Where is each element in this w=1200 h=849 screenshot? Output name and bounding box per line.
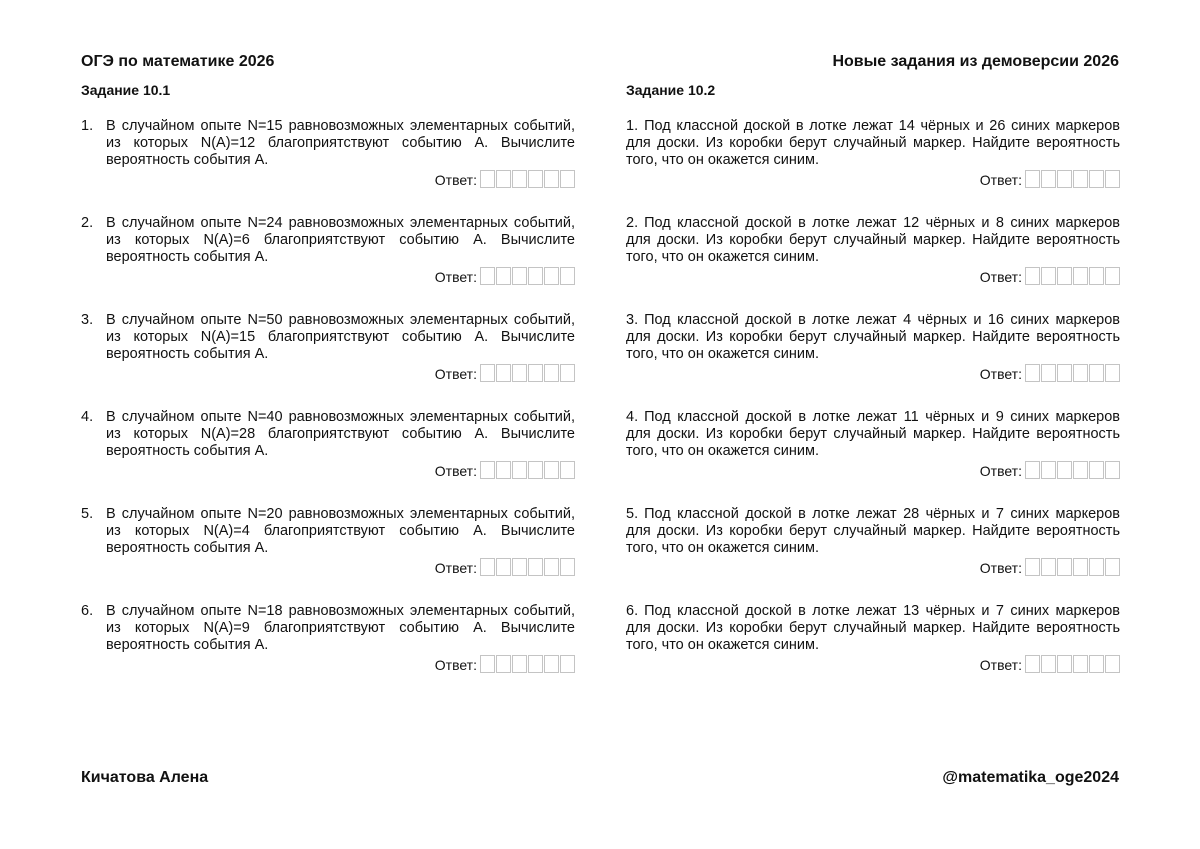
answer-label: Ответ: — [979, 269, 1022, 285]
answer-row — [980, 655, 1120, 673]
answer-box[interactable] — [496, 655, 511, 673]
answer-box[interactable] — [480, 170, 495, 188]
answer-box[interactable] — [560, 267, 575, 285]
answer-box[interactable] — [1105, 558, 1120, 576]
answer-label: Ответ: — [434, 172, 477, 188]
answer-box[interactable] — [544, 558, 559, 576]
problem-text — [626, 118, 1120, 169]
answer-box[interactable] — [1025, 170, 1040, 188]
answer-box[interactable] — [480, 267, 495, 285]
answer-box[interactable] — [544, 655, 559, 673]
answer-box[interactable] — [1057, 170, 1072, 188]
problem-text — [626, 409, 1120, 460]
answer-box[interactable] — [1089, 558, 1104, 576]
answer-row — [435, 558, 575, 576]
answer-box[interactable] — [1073, 655, 1088, 673]
answer-row — [980, 364, 1120, 382]
problem-item — [626, 215, 1120, 312]
answer-box[interactable] — [1073, 170, 1088, 188]
answer-boxes[interactable] — [479, 461, 575, 479]
answer-row — [435, 364, 575, 382]
problem-text — [626, 312, 1120, 363]
answer-box[interactable] — [1041, 655, 1056, 673]
problem-statement: В случайном опыте N=18 равновозможных элементарных событий, из которых N(A)=9 благоприятствуют событию A. Вычислите вероятность события A. — [106, 603, 575, 653]
answer-box[interactable] — [512, 267, 527, 285]
answer-boxes[interactable] — [1024, 170, 1120, 188]
problem-statement: Под классной доской в лотке лежат 4 чёрных и 16 синих маркеров для доски. Из коробки берут случайный маркер. Найдите вероятность того, что он окажется синим. — [626, 312, 1120, 362]
problem-statement: В случайном опыте N=50 равновозможных элементарных событий, из которых N(A)=15 благоприятствуют событию A. Вычислите вероятность события A. — [106, 312, 575, 362]
answer-box[interactable] — [1073, 461, 1088, 479]
problem-statement: Под классной доской в лотке лежат 13 чёрных и 7 синих маркеров для доски. Из коробки берут случайный маркер. Найдите вероятность того, что он окажется синим. — [626, 603, 1120, 653]
answer-label: Ответ: — [979, 657, 1022, 673]
answer-box[interactable] — [560, 558, 575, 576]
problem-text — [81, 312, 575, 363]
author-name: Кичатова Алена — [81, 769, 209, 786]
problem-statement: Под классной доской в лотке лежат 12 чёрных и 8 синих маркеров для доски. Из коробки берут случайный маркер. Найдите вероятность того, что он окажется синим. — [626, 215, 1120, 265]
answer-box[interactable] — [544, 170, 559, 188]
answer-box[interactable] — [480, 655, 495, 673]
problem-text — [81, 215, 575, 266]
problem-item — [81, 603, 575, 700]
answer-box[interactable] — [528, 461, 543, 479]
answer-box[interactable] — [512, 364, 527, 382]
problem-item — [81, 409, 575, 506]
page-header-title: ОГЭ по математике 2026 — [81, 53, 275, 70]
answer-label: Ответ: — [434, 560, 477, 576]
problem-item — [81, 215, 575, 312]
answer-box[interactable] — [1025, 267, 1040, 285]
answer-box[interactable] — [1105, 461, 1120, 479]
answer-box[interactable] — [496, 364, 511, 382]
problem-list — [81, 118, 575, 700]
problem-text — [626, 506, 1120, 557]
problem-number: 3. — [81, 312, 94, 328]
problem-item — [626, 603, 1120, 700]
answer-label: Ответ: — [434, 366, 477, 382]
answer-box[interactable] — [512, 461, 527, 479]
answer-box[interactable] — [1089, 267, 1104, 285]
answer-box[interactable] — [1025, 655, 1040, 673]
answer-row — [435, 655, 575, 673]
answer-box[interactable] — [528, 170, 543, 188]
answer-boxes[interactable] — [1024, 655, 1120, 673]
answer-box[interactable] — [1089, 461, 1104, 479]
answer-box[interactable] — [544, 461, 559, 479]
answer-box[interactable] — [1057, 267, 1072, 285]
answer-box[interactable] — [1057, 558, 1072, 576]
answer-label: Ответ: — [979, 463, 1022, 479]
problem-statement: Под классной доской в лотке лежат 11 чёрных и 9 синих маркеров для доски. Из коробки берут случайный маркер. Найдите вероятность того, что он окажется синим. — [626, 409, 1120, 459]
problem-statement: В случайном опыте N=40 равновозможных элементарных событий, из которых N(A)=28 благоприятствуют событию A. Вычислите вероятность события A. — [106, 409, 575, 459]
answer-box[interactable] — [1025, 364, 1040, 382]
answer-box[interactable] — [1105, 364, 1120, 382]
task-title: Задание 10.2 — [626, 82, 716, 98]
answer-box[interactable] — [1057, 461, 1072, 479]
answer-box[interactable] — [512, 170, 527, 188]
answer-box[interactable] — [480, 461, 495, 479]
answer-box[interactable] — [1041, 170, 1056, 188]
answer-box[interactable] — [512, 655, 527, 673]
task-title: Задание 10.1 — [81, 82, 171, 98]
answer-boxes[interactable] — [1024, 364, 1120, 382]
problem-item — [626, 312, 1120, 409]
problem-number: 2. — [626, 215, 639, 231]
answer-boxes[interactable] — [479, 655, 575, 673]
answer-box[interactable] — [544, 364, 559, 382]
problem-text — [81, 409, 575, 460]
problem-item — [626, 506, 1120, 603]
answer-box[interactable] — [528, 655, 543, 673]
answer-box[interactable] — [1073, 558, 1088, 576]
answer-label: Ответ: — [979, 366, 1022, 382]
answer-box[interactable] — [480, 558, 495, 576]
task-column-10-1 — [81, 81, 575, 700]
answer-box[interactable] — [1025, 461, 1040, 479]
answer-boxes[interactable] — [479, 364, 575, 382]
problem-number: 3. — [626, 312, 639, 328]
answer-boxes[interactable] — [479, 267, 575, 285]
problem-item — [626, 409, 1120, 506]
problem-item — [626, 118, 1120, 215]
answer-boxes[interactable] — [479, 558, 575, 576]
problem-item — [81, 312, 575, 409]
answer-box[interactable] — [1041, 267, 1056, 285]
problem-number: 5. — [81, 506, 94, 522]
answer-boxes[interactable] — [1024, 267, 1120, 285]
answer-box[interactable] — [1073, 364, 1088, 382]
answer-box[interactable] — [1041, 558, 1056, 576]
answer-box[interactable] — [1073, 267, 1088, 285]
problem-list — [626, 118, 1120, 700]
answer-label: Ответ: — [434, 463, 477, 479]
answer-box[interactable] — [528, 364, 543, 382]
answer-box[interactable] — [496, 558, 511, 576]
answer-box[interactable] — [496, 170, 511, 188]
answer-box[interactable] — [1105, 655, 1120, 673]
problem-text — [81, 506, 575, 557]
problem-number: 1. — [626, 118, 639, 134]
answer-label: Ответ: — [434, 269, 477, 285]
problem-number: 5. — [626, 506, 639, 522]
answer-box[interactable] — [1105, 170, 1120, 188]
answer-box[interactable] — [480, 364, 495, 382]
problem-number: 6. — [626, 603, 639, 619]
task-column-10-2 — [626, 81, 1120, 700]
problem-number: 4. — [81, 409, 94, 425]
problem-number: 4. — [626, 409, 639, 425]
problem-text — [626, 603, 1120, 654]
answer-label: Ответ: — [979, 560, 1022, 576]
answer-row — [435, 461, 575, 479]
answer-box[interactable] — [1105, 267, 1120, 285]
answer-label: Ответ: — [434, 657, 477, 673]
answer-box[interactable] — [1089, 170, 1104, 188]
answer-box[interactable] — [528, 267, 543, 285]
problem-statement: Под классной доской в лотке лежат 14 чёрных и 26 синих маркеров для доски. Из коробки берут случайный маркер. Найдите вероятность того, что он окажется синим. — [626, 118, 1120, 168]
answer-row — [980, 461, 1120, 479]
page-header-subtitle: Новые задания из демоверсии 2026 — [832, 53, 1119, 70]
answer-boxes[interactable] — [479, 170, 575, 188]
answer-box[interactable] — [544, 267, 559, 285]
problem-item — [81, 118, 575, 215]
answer-box[interactable] — [560, 364, 575, 382]
problem-number: 6. — [81, 603, 94, 619]
answer-box[interactable] — [1041, 461, 1056, 479]
answer-boxes[interactable] — [1024, 461, 1120, 479]
problem-statement: В случайном опыте N=24 равновозможных элементарных событий, из которых N(A)=6 благоприятствуют событию A. Вычислите вероятность события A. — [106, 215, 575, 265]
answer-box[interactable] — [1041, 364, 1056, 382]
answer-box[interactable] — [496, 267, 511, 285]
answer-box[interactable] — [560, 655, 575, 673]
problem-item — [81, 506, 575, 603]
problem-statement: Под классной доской в лотке лежат 28 чёрных и 7 синих маркеров для доски. Из коробки берут случайный маркер. Найдите вероятность того, что он окажется синим. — [626, 506, 1120, 556]
answer-box[interactable] — [560, 461, 575, 479]
problem-statement: В случайном опыте N=20 равновозможных элементарных событий, из которых N(A)=4 благоприятствуют событию A. Вычислите вероятность события A. — [106, 506, 575, 556]
answer-box[interactable] — [512, 558, 527, 576]
answer-row — [435, 267, 575, 285]
answer-box[interactable] — [1089, 655, 1104, 673]
answer-row — [980, 267, 1120, 285]
answer-row — [435, 170, 575, 188]
answer-box[interactable] — [1025, 558, 1040, 576]
answer-label: Ответ: — [979, 172, 1022, 188]
problem-number: 1. — [81, 118, 94, 134]
problem-number: 2. — [81, 215, 94, 231]
answer-box[interactable] — [560, 170, 575, 188]
answer-box[interactable] — [1089, 364, 1104, 382]
answer-row — [980, 558, 1120, 576]
problem-text — [626, 215, 1120, 266]
answer-box[interactable] — [496, 461, 511, 479]
answer-box[interactable] — [1057, 364, 1072, 382]
social-handle: @matematika_oge2024 — [942, 769, 1119, 786]
answer-box[interactable] — [528, 558, 543, 576]
answer-boxes[interactable] — [1024, 558, 1120, 576]
problem-text — [81, 118, 575, 169]
problem-statement: В случайном опыте N=15 равновозможных элементарных событий, из которых N(A)=12 благоприятствуют событию A. Вычислите вероятность события A. — [106, 118, 575, 168]
answer-row — [980, 170, 1120, 188]
problem-text — [81, 603, 575, 654]
answer-box[interactable] — [1057, 655, 1072, 673]
